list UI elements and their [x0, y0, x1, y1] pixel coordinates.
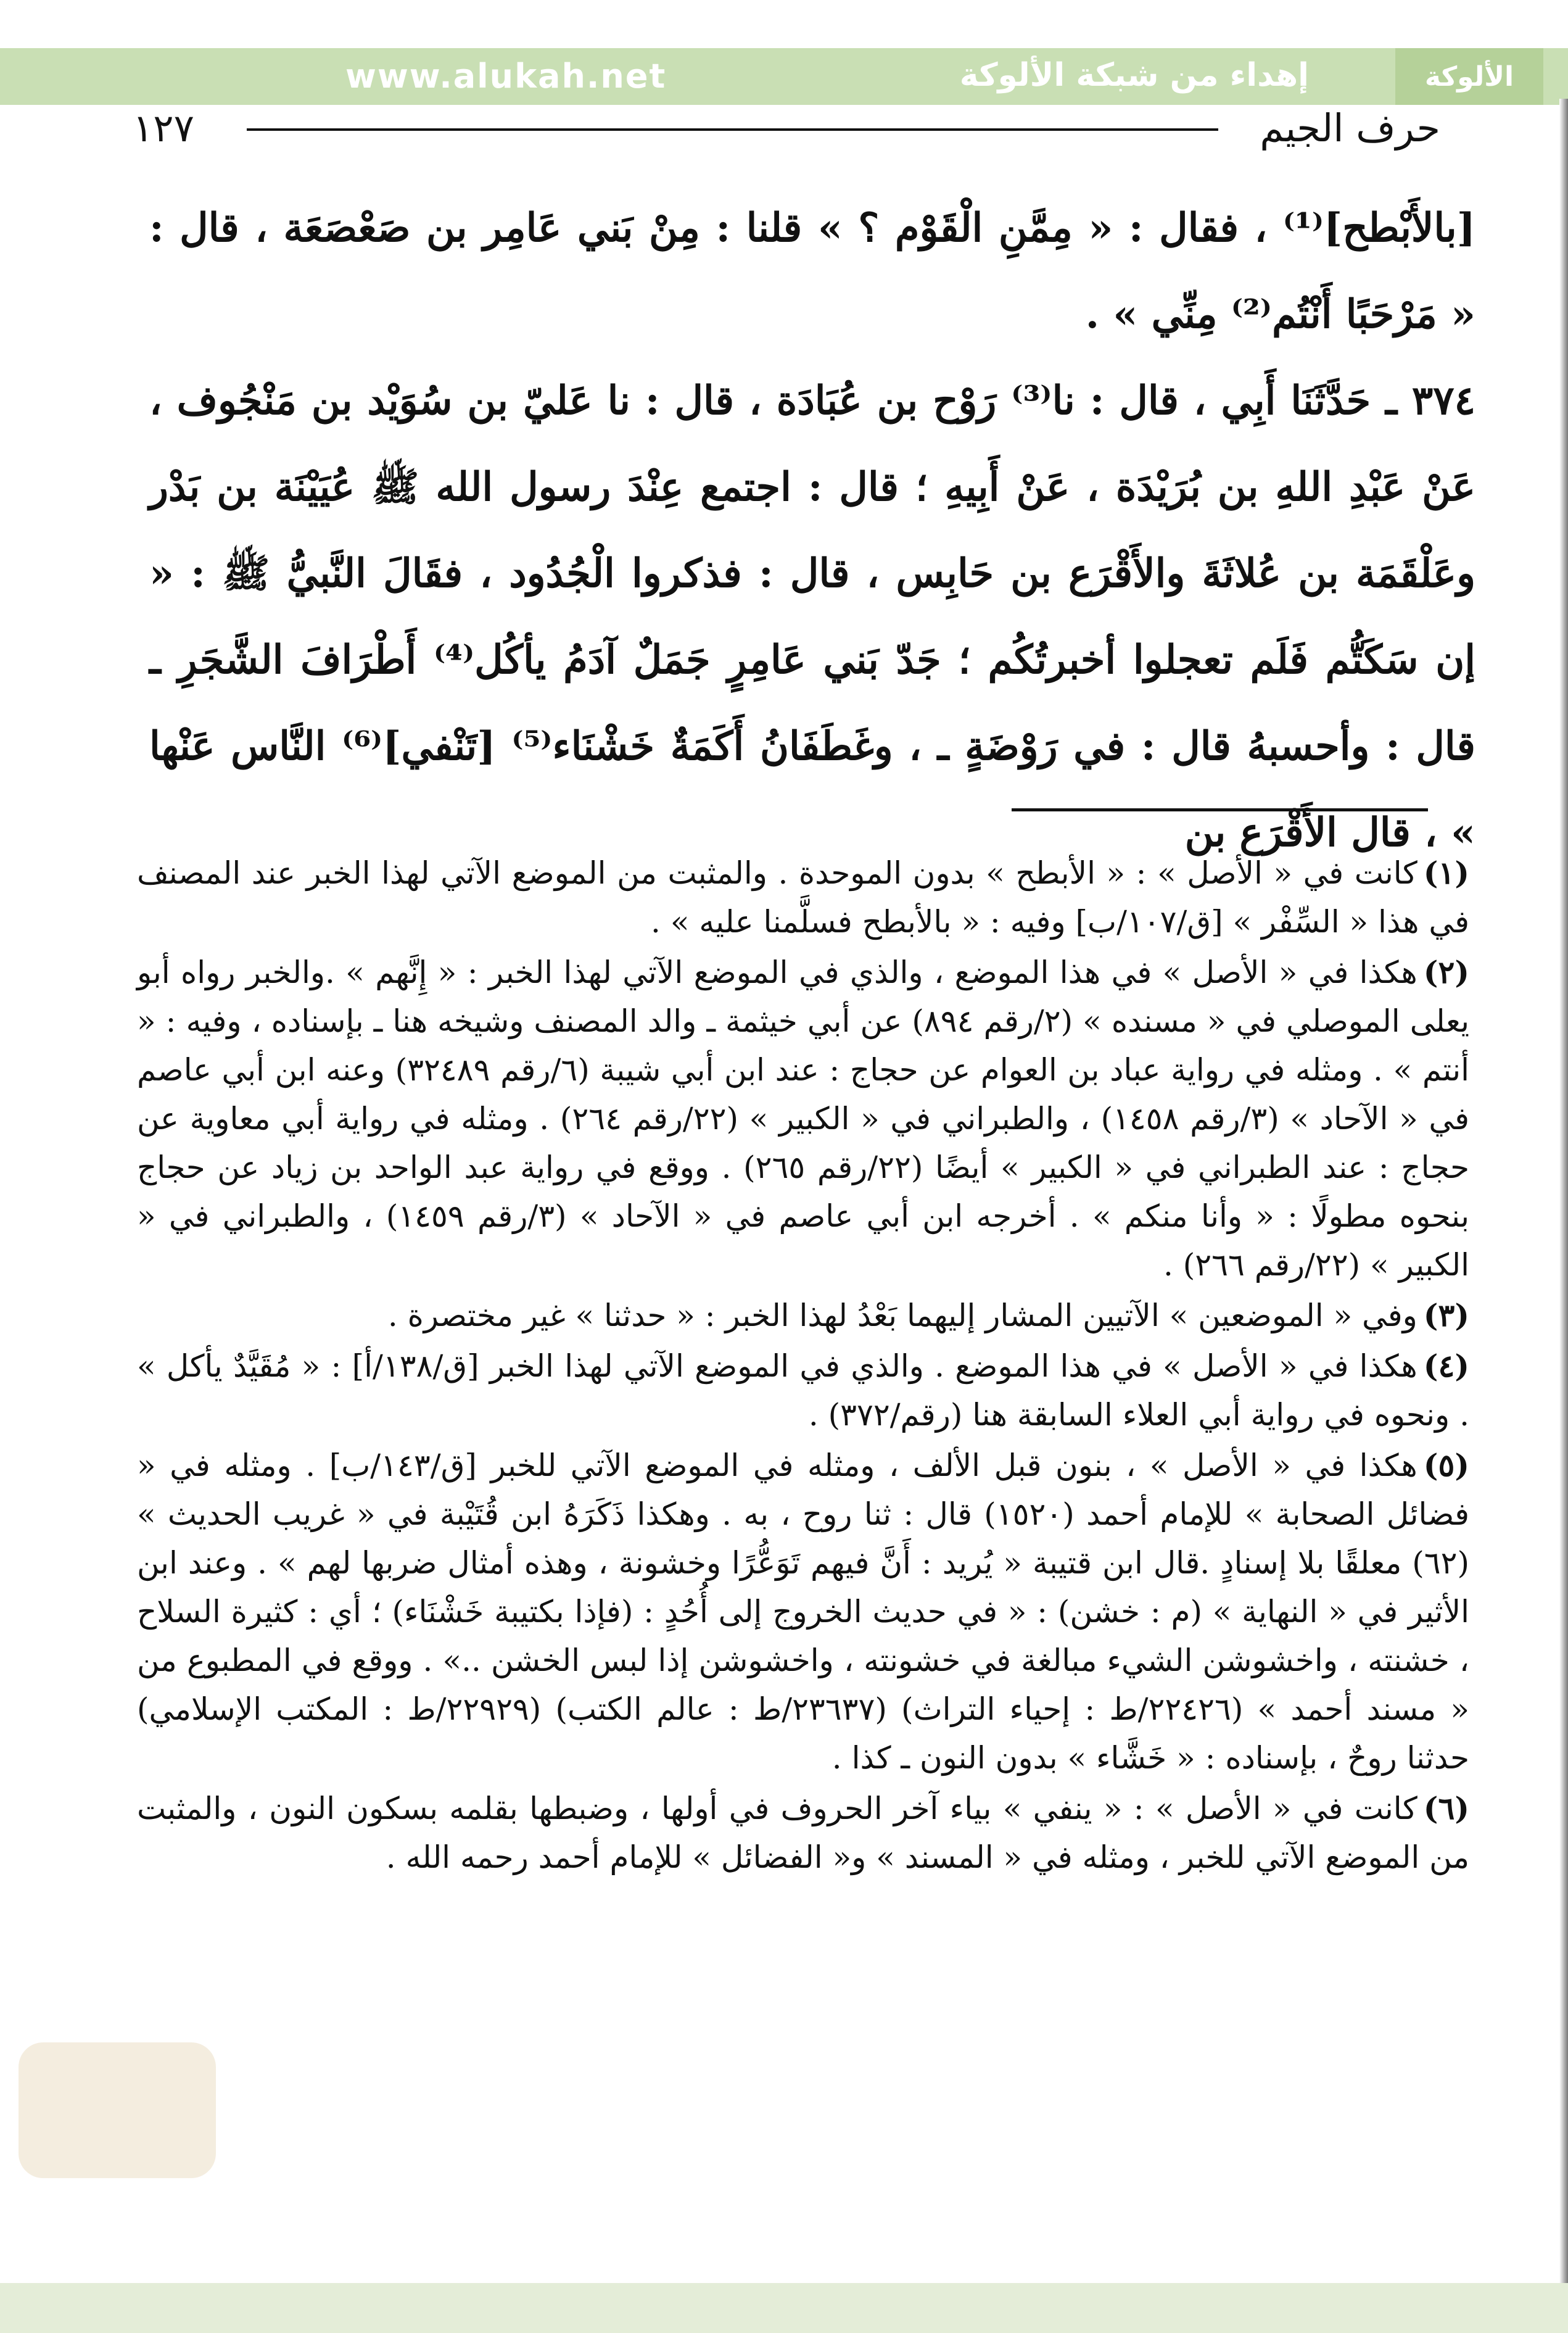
footnote [137, 1291, 1469, 1340]
footnote [137, 1341, 1469, 1440]
footnote-number: (٣) [1423, 1297, 1469, 1333]
banner-tagline: إهداء من شبكة الألوكة [959, 57, 1309, 94]
footnote [137, 848, 1469, 947]
page-header [133, 104, 1440, 153]
footnote [137, 1441, 1469, 1783]
chapter-title: حرف الجيم [1260, 106, 1440, 151]
footnote-text: هكذا في « الأصل » في هذا الموضع ، والذي في الموضع الآتي لهذا الخبر : « إِنَّهم » .والخبر رواه أبو يعلى الموصلي في « مسنده » (٢/رقم ٨٩٤) عن أبي خيثمة ـ والد المصنف وشيخه هنا ـ بإسناده ، وفيه : « أنتم » . ومثله في رواية عباد بن العوام عن حجاج : عند ابن أبي شيبة (٦/رقم ٣٢٤٨٩) وعنه ابن أبي عاصم في « الآحاد » (٣/رقم ١٤٥٨) ، والطبراني في « الكبير » (٢٢/رقم ٢٦٤) . ومثله في رواية أبي معاوية عن حجاج : عند الطبراني في « الكبير » أيضًا (٢٢/رقم ٢٦٥) . ووقع في رواية عبد الواحد بن زياد عن حجاج بنحوه مطولًا : « وأنا منكم » . أخرجه ابن أبي عاصم في « الآحاد » (٣/رقم ١٤٥٩) ، والطبراني في « الكبير » (٢٢/رقم ٢٦٦) . [137, 955, 1470, 1283]
site-logo-text: الألوكة [1424, 60, 1514, 93]
footnote [137, 1784, 1469, 1882]
page-number: ١٢٧ [133, 106, 194, 151]
paragraph: [بالأَبْطح]⁽¹⁾ ، فقال : « مِمَّنِ الْقَوْم ؟ » قلنا : مِنْ بَني عَامِر بن صَعْصَعَة ، قال : « مَرْحَبًا أَنْتُم⁽²⁾ مِنِّي » . [149, 205, 1475, 338]
header-rule [247, 128, 1218, 131]
site-banner [0, 48, 1568, 105]
footnotes [137, 848, 1469, 1883]
site-logo[interactable] [1395, 48, 1543, 105]
footnote-text: كانت في « الأصل » : « الأبطح » بدون الموحدة . والمثبت من الموضع الآتي لهذا الخبر عند المصنف في هذا « السِّفْر » [ق/١٠٧/ب] وفيه : « بالأبطح فسلَّمنا عليه » . [137, 855, 1469, 940]
footnote-number: (٦) [1423, 1790, 1469, 1826]
footnote-number: (٤) [1423, 1348, 1469, 1384]
footnote-text: هكذا في « الأصل » في هذا الموضع . والذي في الموضع الآتي لهذا الخبر [ق/١٣٨/أ] : « مُقَيَّدٌ يأكل » . ونحوه في رواية أبي العلاء السابقة هنا (رقم/٣٧٢) . [137, 1348, 1469, 1433]
footnote-text: هكذا في « الأصل » ، بنون قبل الألف ، ومثله في الموضع الآتي للخبر [ق/١٤٣/ب] . ومثله في « فضائل الصحابة » للإمام أحمد (١٥٢٠) قال : ثنا روح ، به . وهكذا ذَكَرَهُ ابن قُتَيْبة في « غريب الحديث » (٦٢) معلقًا بلا إسنادٍ .قال ابن قتيبة « يُريد : أَنَّ فيهم تَوَعُّرًا وخشونة ، وهذه أمثال ضربها لهم » . وعند ابن الأثير في « النهاية » (م : خشن) : « في حديث الخروج إلى أُحُدٍ : (فإذا بكتيبة خَشْنَاء) ؛ أي : كثيرة السلاح ، خشنته ، واخشوشن الشيء مبالغة في خشونته ، واخشوشن إذا لبس الخشن ..» . ووقع في المطبوع من « مسند أحمد » (٢٢٤٢٦/ط : إحياء التراث) (٢٣٦٣٧/ط : عالم الكتب) (٢٢٩٢٩/ط : المكتب الإسلامي) حدثنا روحٌ ، بإسناده : « خَشَّاء » بدون النون ـ كذا . [137, 1448, 1470, 1776]
footnote-number: (٢) [1423, 954, 1469, 990]
bottom-band [0, 2283, 1568, 2333]
paragraph: ٣٧٤ ـ حَدَّثَنَا أَبِي ، قال : نا⁽³⁾ رَوْح بن عُبَادَة ، قال : نا عَليّ بن سُوَيْد بن مَنْجُوف ، عَنْ عَبْدِ اللهِ بن بُرَيْدَة ، عَنْ أَبِيهِ ؛ قال : اجتمع عِنْدَ رسول الله ﷺ عُيَيْنَة بن بَدْر وعَلْقَمَة بن عُلاثَةَ والأَقْرَع بن حَابِس ، قال : فذكروا الْجُدُود ، فقَالَ النَّبيُّ ﷺ : « إن سَكَتُّم فَلَم تعجلوا أخبرتُكُم ؛ جَدّ بَني عَامِرٍ جَمَلٌ آدَمُ يأكُل⁽⁴⁾ أَطْرَافَ الشَّجَرِ ـ قال : وأحسبهُ قال : في رَوْضَةٍ ـ ، وغَطَفَانُ أَكَمَةٌ خَشْنَاء⁽⁵⁾ [تَنْفي]⁽⁶⁾ النَّاس عَنْها » ، قال الأَقْرَع بن [149, 378, 1476, 856]
corner-watermark-logo [19, 2042, 216, 2178]
banner-url[interactable]: www.alukah.net [345, 57, 667, 96]
main-text [149, 185, 1475, 876]
footnote-number: (٥) [1423, 1447, 1469, 1483]
footnote-text: وفي « الموضعين » الآتيين المشار إليهما بَعْدُ لهذا الخبر : « حدثنا » غير مختصرة . [387, 1298, 1417, 1333]
footnote-text: كانت في « الأصل » : « ينفي » بياء آخر الحروف في أولها ، وضبطها بقلمه بسكون النون ، والمثبت من الموضع الآتي للخبر ، ومثله في « المسند » و« الفضائل » للإمام أحمد رحمه الله . [137, 1791, 1469, 1875]
page-edge-shadow [1559, 99, 1568, 2283]
footnote-number: (١) [1423, 855, 1469, 891]
footnote-separator [1012, 808, 1428, 811]
footnote [137, 948, 1469, 1290]
